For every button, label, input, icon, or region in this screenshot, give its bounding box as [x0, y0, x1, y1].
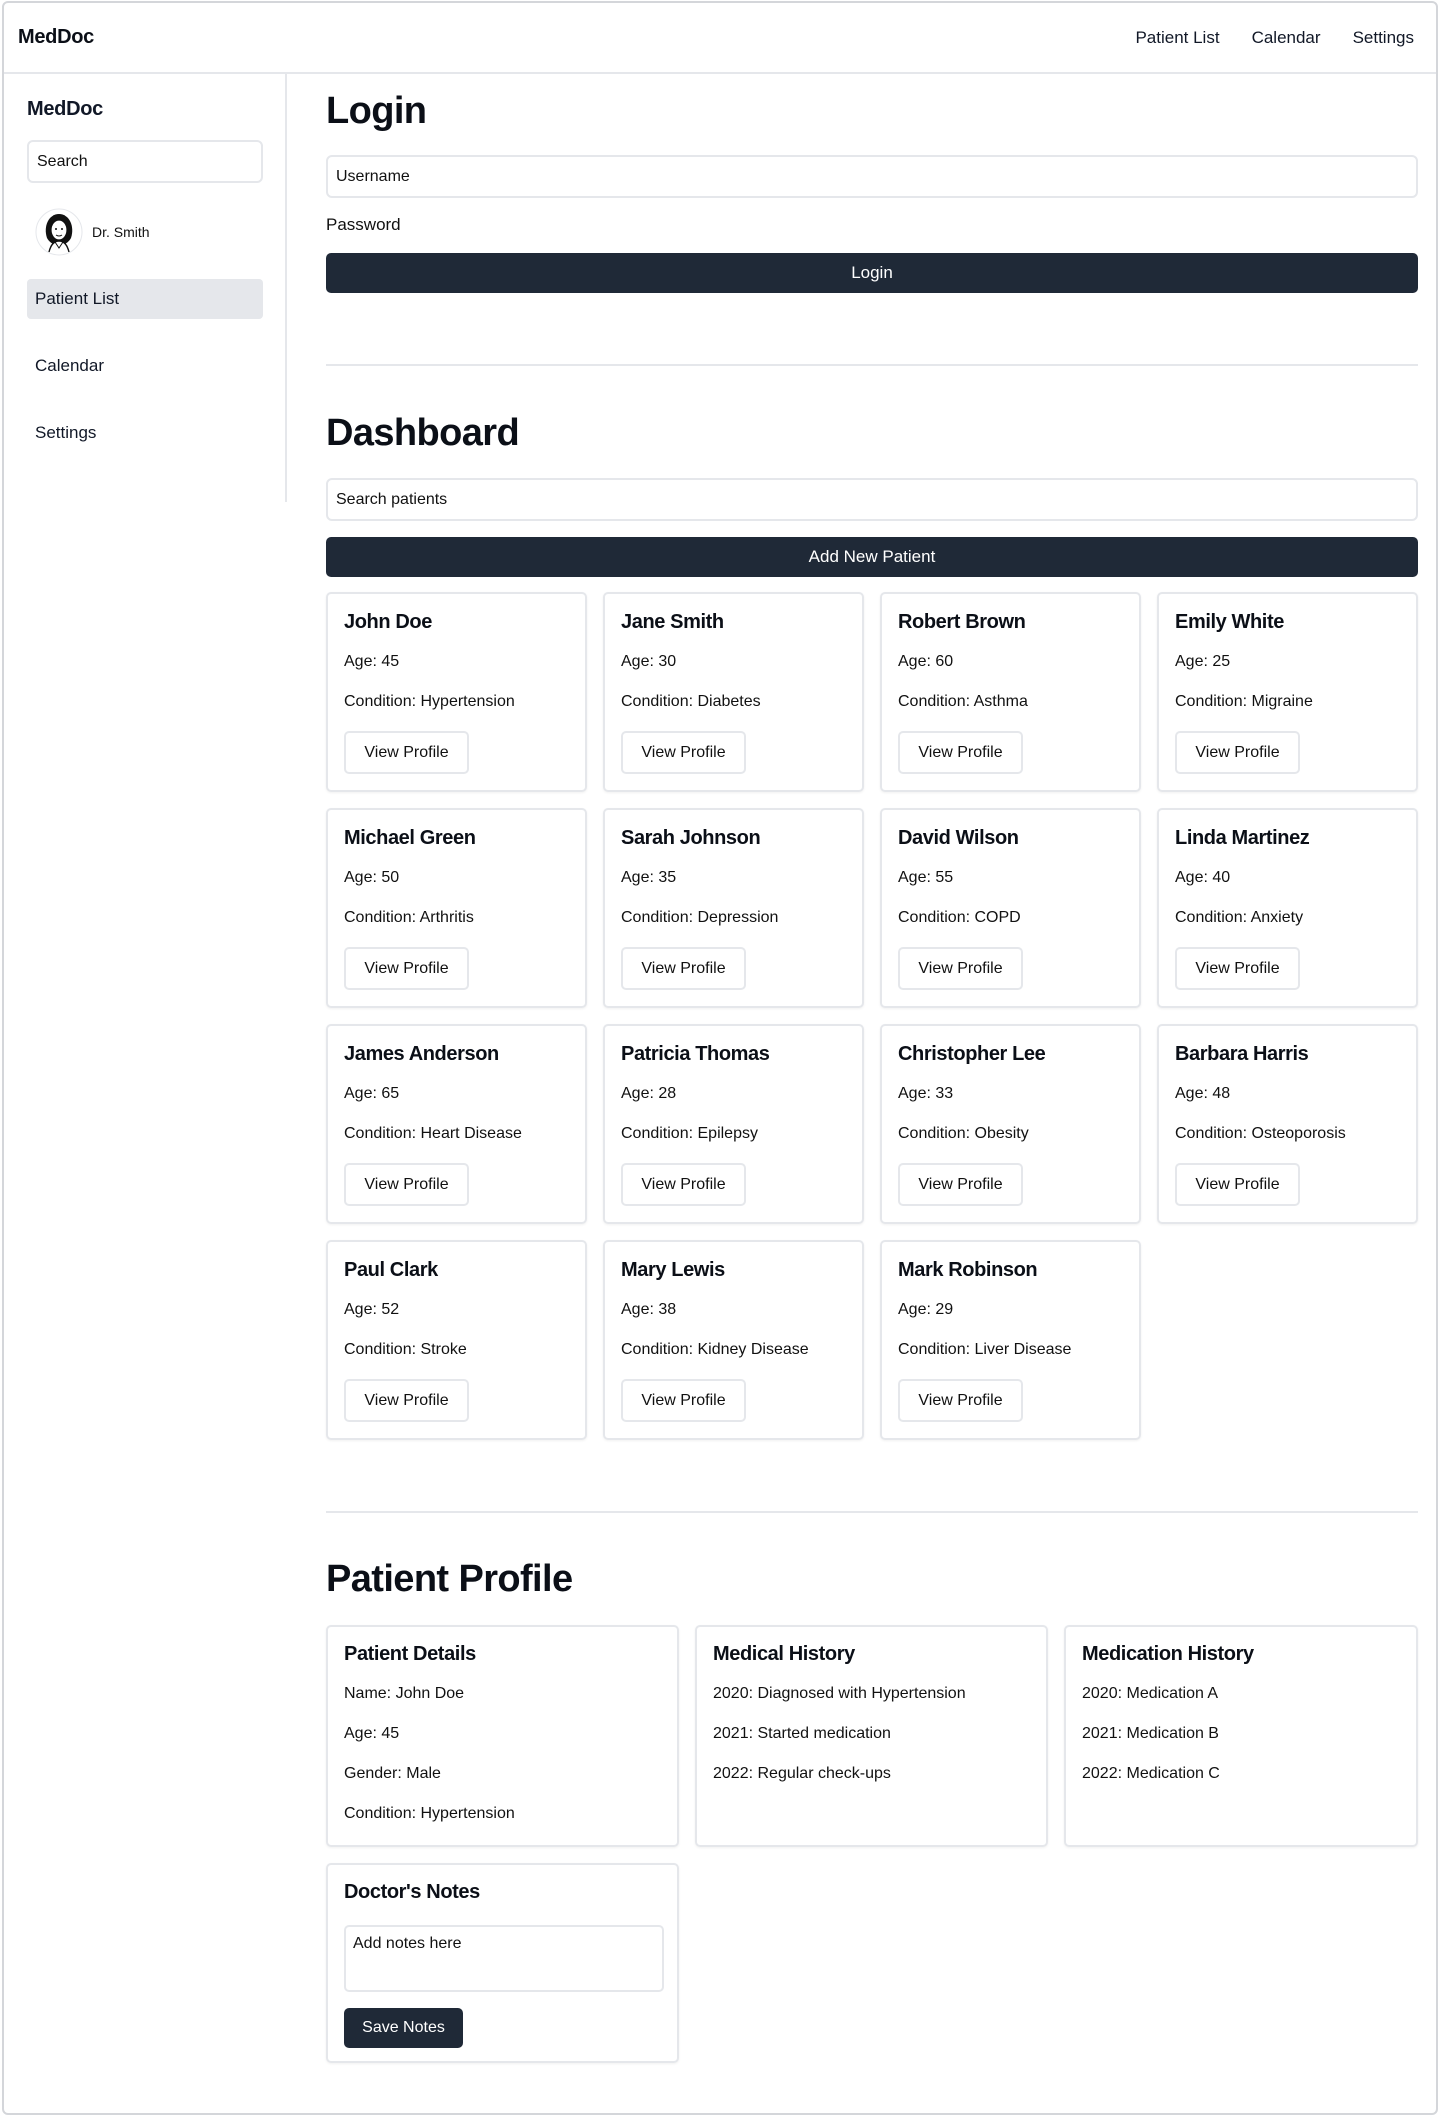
view-profile-button[interactable]: View Profile [344, 731, 469, 774]
user-name: Dr. Smith [92, 224, 150, 240]
patient-condition: Condition: COPD [898, 909, 1021, 926]
view-profile-button[interactable]: View Profile [621, 1379, 746, 1422]
patient-name: Barbara Harris [1175, 1043, 1309, 1065]
patient-condition: Condition: Asthma [898, 693, 1028, 710]
app-window [2, 1, 1438, 2115]
view-profile-button[interactable]: View Profile [898, 1379, 1023, 1422]
patient-name: James Anderson [344, 1043, 499, 1065]
dashboard-title: Dashboard [326, 412, 520, 454]
patient-age: Age: 38 [621, 1301, 677, 1318]
medication-history-title: Medication History [1082, 1643, 1254, 1665]
patient-age: Age: 60 [898, 653, 954, 670]
patient-name: Linda Martinez [1175, 827, 1310, 849]
patient-name: Mary Lewis [621, 1259, 725, 1281]
sidebar-item-calendar[interactable]: Calendar [35, 356, 104, 375]
patient-name: Paul Clark [344, 1259, 438, 1281]
patient-card [603, 592, 864, 792]
doctors-notes-card [326, 1863, 679, 2063]
view-profile-button[interactable]: View Profile [1175, 947, 1300, 990]
patient-age: Age: 35 [621, 869, 677, 886]
section-divider [326, 364, 1418, 366]
add-new-patient-button[interactable]: Add New Patient [326, 537, 1418, 577]
sidebar [4, 74, 287, 502]
nav-calendar[interactable]: Calendar [1251, 27, 1321, 47]
patient-age: Age: 40 [1175, 869, 1231, 886]
medical-history-item: 2021: Started medication [713, 1725, 891, 1742]
avatar-illustration-icon [35, 208, 83, 256]
patient-name: Mark Robinson [898, 1259, 1038, 1281]
patient-age: Age: 55 [898, 869, 954, 886]
medication-history-item: 2022: Medication C [1082, 1765, 1220, 1782]
patient-card [603, 1240, 864, 1440]
patient-age: Age: 50 [344, 869, 400, 886]
search-patients-input[interactable]: Search patients [326, 478, 1418, 521]
medication-history-card [1064, 1625, 1418, 1847]
view-profile-button[interactable]: View Profile [344, 1163, 469, 1206]
view-profile-button[interactable]: View Profile [898, 1163, 1023, 1206]
patient-name: Michael Green [344, 827, 476, 849]
patient-condition: Condition: Arthritis [344, 909, 474, 926]
medical-history-item: 2020: Diagnosed with Hypertension [713, 1685, 966, 1702]
view-profile-button[interactable]: View Profile [621, 947, 746, 990]
sidebar-item-patient-list[interactable]: Patient List [27, 279, 263, 319]
view-profile-button[interactable]: View Profile [898, 731, 1023, 774]
patient-age: Age: 28 [621, 1085, 677, 1102]
top-nav [1135, 28, 1414, 48]
patient-condition: Condition: Liver Disease [898, 1341, 1072, 1358]
patient-name: Robert Brown [898, 611, 1026, 633]
patient-card-grid [326, 592, 1420, 1440]
save-notes-button[interactable]: Save Notes [344, 2008, 463, 2048]
patient-card [603, 1024, 864, 1224]
patient-age: Age: 33 [898, 1085, 954, 1102]
patient-age: Age: 65 [344, 1085, 400, 1102]
patient-condition: Condition: Epilepsy [621, 1125, 758, 1142]
view-profile-button[interactable]: View Profile [621, 731, 746, 774]
password-label[interactable]: Password [326, 215, 401, 234]
patient-card [880, 808, 1141, 1008]
detail-gender: Gender: Male [344, 1765, 441, 1782]
view-profile-button[interactable]: View Profile [1175, 1163, 1300, 1206]
patient-name: Patricia Thomas [621, 1043, 770, 1065]
view-profile-button[interactable]: View Profile [344, 947, 469, 990]
patient-condition: Condition: Migraine [1175, 693, 1313, 710]
patient-age: Age: 52 [344, 1301, 400, 1318]
doctors-notes-title: Doctor's Notes [344, 1881, 480, 1903]
patient-card [603, 808, 864, 1008]
patient-condition: Condition: Hypertension [344, 693, 515, 710]
patient-card [1157, 592, 1418, 792]
patient-age: Age: 48 [1175, 1085, 1231, 1102]
patient-name: Sarah Johnson [621, 827, 761, 849]
medical-history-title: Medical History [713, 1643, 855, 1665]
login-button[interactable]: Login [326, 253, 1418, 293]
user-profile[interactable] [35, 207, 261, 257]
detail-name: Name: John Doe [344, 1685, 465, 1702]
view-profile-button[interactable]: View Profile [898, 947, 1023, 990]
patient-details-title: Patient Details [344, 1643, 476, 1665]
sidebar-item-settings[interactable]: Settings [35, 423, 97, 442]
medication-history-item: 2021: Medication B [1082, 1725, 1219, 1742]
patient-card [1157, 1024, 1418, 1224]
patient-condition: Condition: Kidney Disease [621, 1341, 809, 1358]
patient-card [326, 1240, 587, 1440]
sidebar-search-input[interactable]: Search [27, 140, 263, 183]
patient-age: Age: 45 [344, 653, 400, 670]
patient-name: Emily White [1175, 611, 1284, 633]
patient-age: Age: 29 [898, 1301, 954, 1318]
login-title: Login [326, 90, 427, 132]
nav-patient-list[interactable]: Patient List [1135, 27, 1220, 47]
sidebar-brand: MedDoc [27, 98, 103, 120]
sidebar-nav [27, 279, 261, 453]
patient-condition: Condition: Anxiety [1175, 909, 1304, 926]
patient-name: Christopher Lee [898, 1043, 1046, 1065]
patient-card [880, 1240, 1141, 1440]
medical-history-card [695, 1625, 1048, 1847]
nav-settings[interactable]: Settings [1352, 27, 1414, 47]
patient-condition: Condition: Depression [621, 909, 779, 926]
detail-condition: Condition: Hypertension [344, 1805, 515, 1822]
view-profile-button[interactable]: View Profile [1175, 731, 1300, 774]
username-input[interactable]: Username [326, 155, 1418, 198]
view-profile-button[interactable]: View Profile [344, 1379, 469, 1422]
avatar [35, 208, 83, 256]
patient-name: John Doe [344, 611, 432, 633]
patient-condition: Condition: Obesity [898, 1125, 1029, 1142]
section-divider [326, 1511, 1418, 1513]
patient-card [1157, 808, 1418, 1008]
view-profile-button[interactable]: View Profile [621, 1163, 746, 1206]
patient-name: Jane Smith [621, 611, 724, 633]
patient-condition: Condition: Osteoporosis [1175, 1125, 1346, 1142]
detail-age: Age: 45 [344, 1725, 400, 1742]
patient-name: David Wilson [898, 827, 1019, 849]
brand-logo[interactable]: MedDoc [18, 26, 94, 48]
top-navbar [4, 3, 1436, 74]
patient-details-card [326, 1625, 679, 1847]
medication-history-item: 2020: Medication A [1082, 1685, 1219, 1702]
patient-card [880, 1024, 1141, 1224]
patient-card [880, 592, 1141, 792]
medical-history-item: 2022: Regular check-ups [713, 1765, 891, 1782]
patient-profile-title: Patient Profile [326, 1558, 573, 1600]
notes-textarea[interactable]: Add notes here [344, 1925, 664, 1992]
patient-condition: Condition: Heart Disease [344, 1125, 522, 1142]
patient-condition: Condition: Diabetes [621, 693, 761, 710]
patient-age: Age: 25 [1175, 653, 1231, 670]
patient-condition: Condition: Stroke [344, 1341, 467, 1358]
patient-card [326, 808, 587, 1008]
patient-age: Age: 30 [621, 653, 677, 670]
patient-card [326, 592, 587, 792]
patient-card [326, 1024, 587, 1224]
